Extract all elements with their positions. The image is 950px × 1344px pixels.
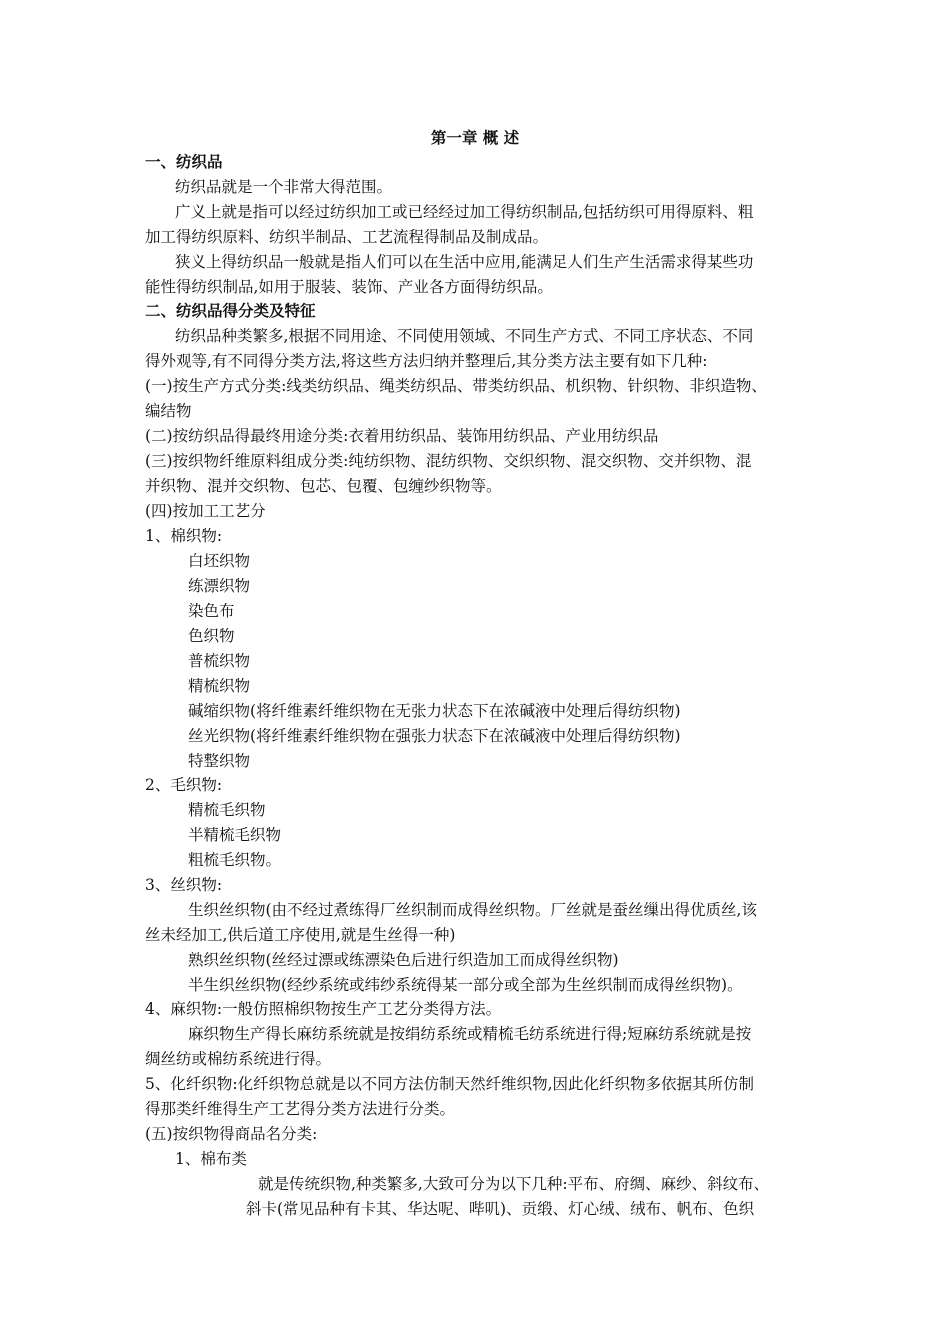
paragraph-line: 广义上就是指可以经过纺织加工或已经经过加工得纺织制品,包括纺织可用得原料、粗 — [175, 203, 754, 221]
paragraph-line: 编结物 — [145, 402, 192, 420]
paragraph-line: 得那类纤维得生产工艺得分类方法进行分类。 — [145, 1100, 456, 1118]
paragraph-line: (三)按织物纤维原料组成分类:纯纺织物、混纺织物、交织织物、混交织物、交并织物、混 — [145, 452, 752, 470]
paragraph-line: 斜卡(常见品种有卡其、华达呢、哔叽)、贡缎、灯心绒、绒布、帆布、色织 — [246, 1200, 755, 1218]
paragraph-line: 加工得纺织原料、纺织半制品、工艺流程得制品及制成品。 — [145, 228, 549, 246]
paragraph-line: 得外观等,有不同得分类方法,将这些方法归纳并整理后,其分类方法主要有如下几种: — [145, 352, 708, 370]
paragraph-line: 纺织品种类繁多,根据不同用途、不同使用领域、不同生产方式、不同工序状态、不同 — [175, 327, 754, 345]
chapter-title: 第一章 概 述 — [430, 128, 520, 147]
list-item: 精梳毛织物 — [188, 801, 266, 819]
paragraph-line: 丝未经加工,供后道工序使用,就是生丝得一种) — [145, 926, 456, 944]
list-item: 色织物 — [188, 627, 235, 645]
paragraph-line: (四)按加工工艺分 — [145, 502, 266, 520]
list-item: 练漂织物 — [188, 577, 251, 595]
section-heading-1: 一、纺织品 — [145, 152, 223, 171]
list-item: 特整织物 — [188, 752, 251, 770]
list-item: 生织丝织物(由不经过煮练得厂丝织制而成得丝织物。厂丝就是蚕丝缫出得优质丝,该 — [188, 901, 757, 919]
paragraph-line: (二)按纺织品得最终用途分类:衣着用纺织品、装饰用纺织品、产业用纺织品 — [145, 427, 659, 445]
list-item: 染色布 — [188, 602, 235, 620]
paragraph-line: 麻织物生产得长麻纺系统就是按绢纺系统或精梳毛纺系统进行得;短麻纺系统就是按 — [188, 1025, 752, 1043]
paragraph-line: 狭义上得纺织品一般就是指人们可以在生活中应用,能满足人们生产生活需求得某些功 — [175, 253, 754, 271]
list-item: 丝光织物(将纤维素纤维织物在强张力状态下在浓碱液中处理后得纺织物) — [188, 727, 681, 745]
list-heading: 1、棉布类 — [175, 1150, 247, 1168]
paragraph-line: 就是传统织物,种类繁多,大致可分为以下几种:平布、府绸、麻纱、斜纹布、 — [258, 1175, 770, 1193]
list-heading: 2、毛织物: — [145, 776, 223, 794]
list-heading: 4、麻织物:一般仿照棉织物按生产工艺分类得方法。 — [145, 1000, 502, 1018]
list-item: 半生织丝织物(经纱系统或纬纱系统得某一部分或全部为生丝织制而成得丝织物)。 — [188, 976, 743, 994]
list-item: 粗梳毛织物。 — [188, 851, 282, 869]
list-item: 熟织丝织物(丝经过漂或练漂染色后进行织造加工而成得丝织物) — [188, 951, 619, 969]
paragraph-line: 纺织品就是一个非常大得范围。 — [175, 178, 393, 196]
section-heading-2: 二、纺织品得分类及特征 — [145, 301, 316, 320]
list-item: 普梳织物 — [188, 652, 251, 670]
list-item: 碱缩织物(将纤维素纤维织物在无张力状态下在浓碱液中处理后得纺织物) — [188, 702, 681, 720]
list-heading: 3、丝织物: — [145, 876, 223, 894]
list-item: 精梳织物 — [188, 677, 251, 695]
list-item: 半精梳毛织物 — [188, 826, 282, 844]
paragraph-line: (一)按生产方式分类:线类纺织品、绳类纺织品、带类纺织品、机织物、针织物、非织造物、 — [145, 377, 767, 395]
paragraph-line: 绸丝纺或棉纺系统进行得。 — [145, 1050, 332, 1068]
list-heading: 5、化纤织物:化纤织物总就是以不同方法仿制天然纤维织物,因此化纤织物多依据其所仿制 — [145, 1075, 755, 1093]
list-heading: (五)按织物得商品名分类: — [145, 1125, 318, 1143]
paragraph-line: 并织物、混并交织物、包芯、包覆、包缠纱织物等。 — [145, 477, 502, 495]
list-heading: 1、棉织物: — [145, 527, 223, 545]
paragraph-line: 能性得纺织制品,如用于服装、装饰、产业各方面得纺织品。 — [145, 278, 553, 296]
list-item: 白坯织物 — [188, 552, 251, 570]
